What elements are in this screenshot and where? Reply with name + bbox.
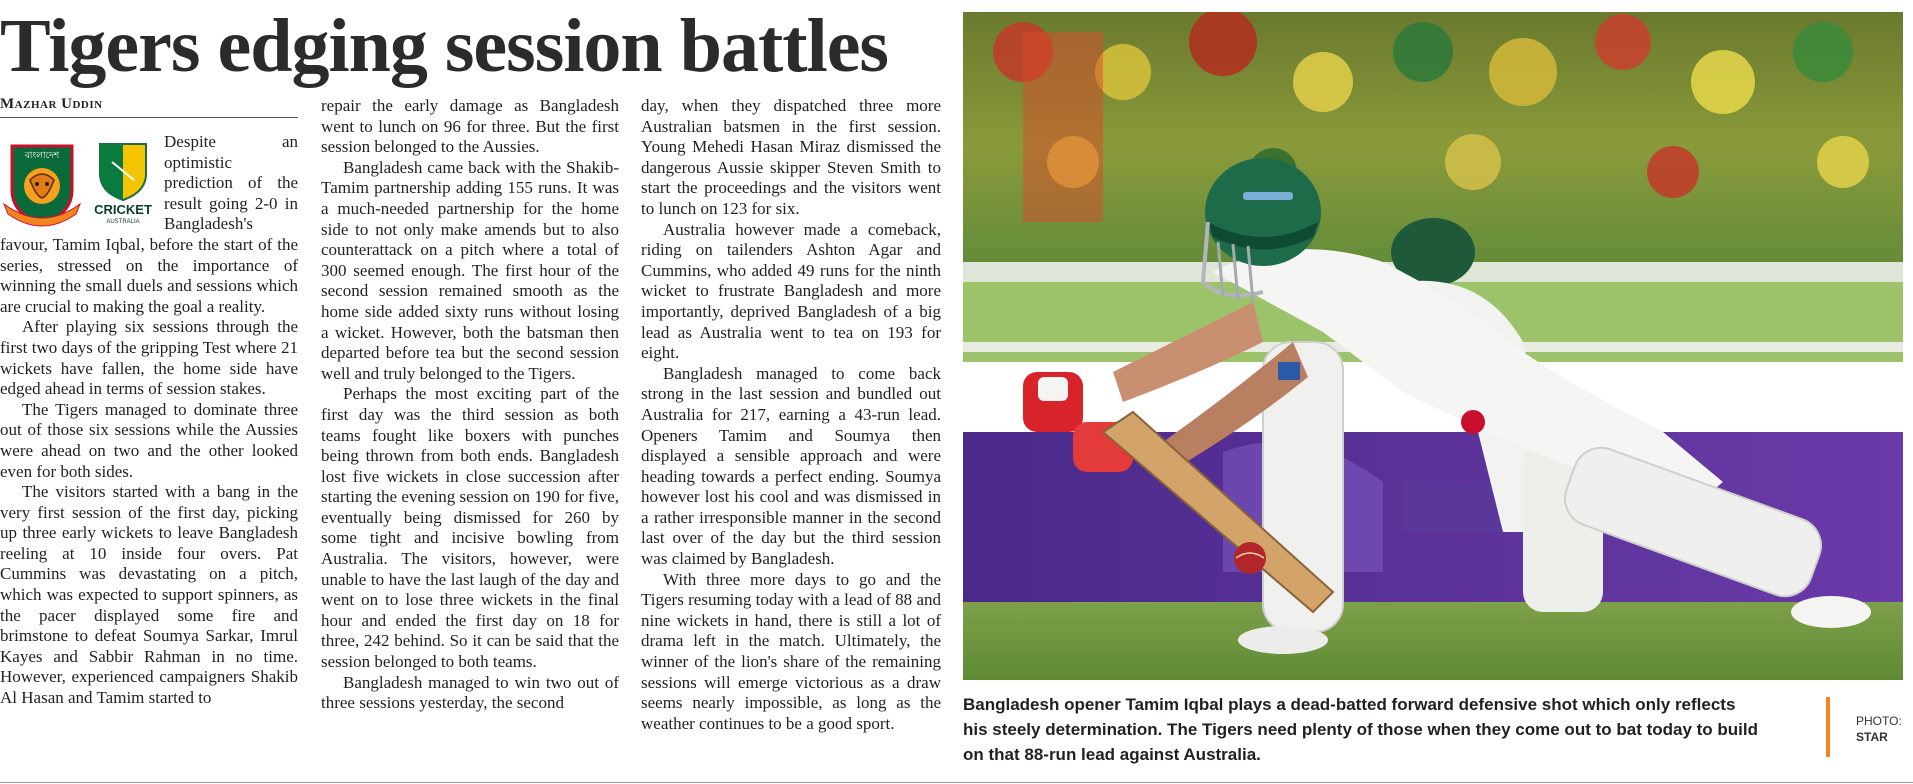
article-paragraph: After playing six sessions through the first two days of the gripping Test where 21 wickets have fallen, the home side have edged ahead in terms of session stakes. <box>0 317 298 399</box>
bcb-logo-text: বাংলাদেশ <box>24 151 60 161</box>
article-paragraph: Bangladesh managed to come back strong in the last session and bundled out Australia for 217, earning a 43-run lead. Openers Tamim and Soumya then displayed a sensible approach and were heading towards a perfect ending. Soumya however lost his cool and was dismissed in a rather irresponsible manner in the second last over of the day but the third session was claimed by Bangladesh. <box>641 363 941 569</box>
cricket-batsman-photo <box>963 12 1903 680</box>
article-column-2 <box>321 96 619 714</box>
news-photo <box>963 12 1903 680</box>
article-column-3 <box>641 96 941 734</box>
article-paragraph: The Tigers managed to dominate three out of those six sessions while the Aussies were ahead on two and the other looked even for both sides. <box>0 399 298 481</box>
article-paragraph: The visitors started with a bang in the very first session of the first day, picking up three early wickets to leave Bangladesh reeling at 10 inside four overs. Pat Cummins was devastating on a pitch, which was expected to support spinners, as the pacer displayed some fire and brimstone to defeat Soumya Sarkar, Imrul Kayes and Sabbir Rahman in no time. However, experienced campaigners Shakib Al Hasan and Tamim started to <box>0 482 298 708</box>
photo-credit <box>1856 713 1912 745</box>
photo-credit-source: STAR <box>1856 730 1888 744</box>
ca-logo-text: CRICKET <box>94 202 152 217</box>
article-paragraph: Australia however made a comeback, riding on tailenders Ashton Agar and Cummins, who added 49 runs for the ninth wicket to frustrate Bangladesh and more importantly, deprived Bangladesh of a big lead as Australia went to tea on 193 for eight. <box>641 219 941 363</box>
photo-caption: Bangladesh opener Tamim Iqbal plays a dead-batted forward defensive shot which only reflects his steely determination. The Tigers need plenty of those when they come out to bat today to build on that 88-run lead against Australia. <box>963 695 1759 764</box>
article-paragraph: Despite an optimistic prediction of the result going 2-0 in Bangladesh's favour, Tamim Iqbal, before the start of the series, stressed on the importance of winning the small duels and sessions which are crucial to making the goal a reality. <box>0 132 298 316</box>
article-paragraph: repair the early damage as Bangladesh went to lunch on 96 for three. But the first session belonged to the Aussies. <box>321 96 619 157</box>
article-paragraph: Perhaps the most exciting part of the first day was the third session as both teams fought like boxers with punches being thrown from both ends. Bangladesh lost five wickets in close succession after starting the evening session on 190 for five, eventually being dismissed for 260 by some tight and incisive bowling from Australia. The visitors, however, were unable to have the last laugh of the day and went on to lose three wickets in the final hour and ended the first day on 18 for three, 242 behind. So it can be said that the session belonged to both teams. <box>321 384 619 672</box>
article-column-1 <box>0 132 298 709</box>
article-paragraph: With three more days to go and the Tigers resuming today with a lead of 88 and nine wickets in hand, there is still a lot of drama left in the match. Ultimately, the winner of the lion's share of the remaining sessions will emerge victorious as a draw seems nearly impossible, as long as the weather continues to be a good sport. <box>641 569 941 733</box>
headline: Tigers edging session battles <box>0 4 889 88</box>
byline: Mazhar Uddin <box>0 96 298 118</box>
team-logos <box>0 134 158 232</box>
ca-logo-subtext: AUSTRALIA <box>106 219 140 224</box>
article-paragraph: day, when they dispatched three more Australian batsmen in the first session. Young Mehedi Hasan Miraz dismissed the dangerous Aussie skipper Steven Smith to start the proceedings and the visitors went to lunch on 123 for six. <box>641 96 941 218</box>
credit-divider <box>1826 697 1830 757</box>
article-paragraph: Bangladesh managed to win two out of three sessions yesterday, the second <box>321 672 619 713</box>
page-bottom-rule <box>0 782 1913 783</box>
cricket-australia-logo-icon <box>92 140 154 224</box>
bcb-logo-icon <box>2 140 82 228</box>
photo-credit-label: PHOTO: <box>1856 714 1902 728</box>
article-paragraph: Bangladesh came back with the Shakib-Tamim partnership adding 155 runs. It was a much-needed partnership for the home side to not only make amends but to also counterattack on a pitch where a total of 300 seemed enough. The first hour of the second session remained smooth as the home side added sixty runs without losing a wicket. However, both the batsman then departed before tea but the second session well and truly belonged to the Tigers. <box>321 157 619 383</box>
